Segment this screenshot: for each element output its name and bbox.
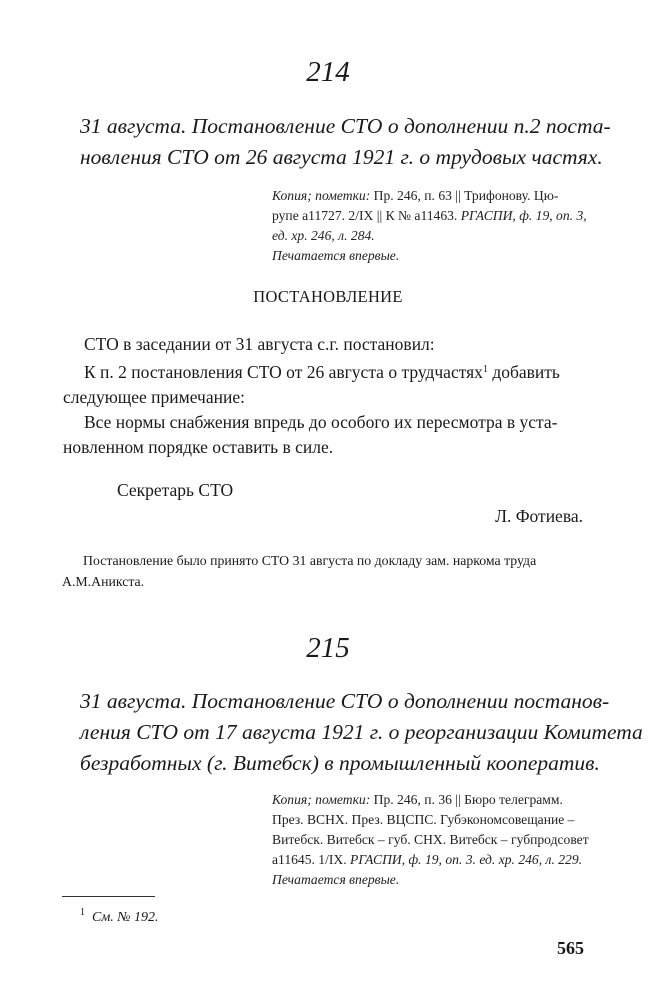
document-title-215 [80,686,643,779]
archive-text: a11645. 1/IX. [272,852,347,867]
archive-text: Пр. 246, п. 63 || Трифонову. Цю- [370,188,559,203]
note-line: А.М.Аникста. [62,574,145,589]
archive-reference-214 [272,186,587,266]
body-paragraph [63,357,583,385]
title-line: 31 августа. Постановление СТО о дополнении п.2 поста- [80,114,611,138]
title-line: безработных (г. Витебск) в промышленный кооператив. [80,751,600,775]
signature-name: Л. Фотиева. [495,506,583,526]
resolution-heading: ПОСТАНОВЛЕНИЕ [253,287,403,306]
page-number: 565 [557,938,584,958]
archive-label: Копия; пометки: [272,792,371,807]
footnote-ref: 1 [482,364,488,375]
editorial-note-214 [62,550,592,592]
body-line: новленном порядке оставить в силе. [63,437,334,457]
archive-text: Витебск. Витебск – губ. СНХ. Витебск – губпродсовет [272,832,589,847]
archive-text: рупе a11727. 2/IX || К № a11463. [272,208,458,223]
archive-text: През. ВСНХ. През. ВЦСПС. Губэкономсовещание – [272,812,575,827]
body-paragraph: Все нормы снабжения впредь до особого их пересмотра в уста- [84,412,558,432]
printed-first-note: Печатается впервые. [272,248,400,263]
title-line: новления СТО от 26 августа 1921 г. о трудовых частях. [80,145,603,169]
title-line: 31 августа. Постановление СТО о дополнении постанов- [80,689,610,713]
footnote-marker: 1 [80,907,85,918]
archive-source: РГАСПИ, ф. 19, оп. 3. ед. хр. 246, л. 229. [346,852,583,867]
footnote-text: См. № 192. [92,910,159,925]
body-paragraph: СТО в заседании от 31 августа с.г. постановил: [84,334,435,354]
footnote [80,907,158,926]
resolution-body [63,332,583,460]
signature-role: Секретарь СТО [117,480,234,500]
archive-source: ед. хр. 246, л. 284. [272,228,375,243]
title-line: ления СТО от 17 августа 1921 г. о реорганизации Комитета [80,720,643,744]
document-title-214 [80,111,611,173]
body-text: добавить [487,362,560,382]
document-number-215: 215 [306,632,350,664]
archive-reference-215 [272,790,589,890]
body-text: К п. 2 постановления СТО от 26 августа о трудчастях [84,362,483,382]
printed-first-note: Печатается впервые. [272,872,400,887]
document-number-214: 214 [306,56,350,88]
archive-text: Пр. 246, п. 36 || Бюро телеграмм. [370,792,563,807]
archive-source: РГАСПИ, ф. 19, оп. 3, [457,208,587,223]
footnote-divider [62,896,155,897]
note-line: Постановление было принято СТО 31 августа по докладу зам. наркома труда [83,553,537,568]
archive-label: Копия; пометки: [272,188,371,203]
body-line: следующее примечание: [63,387,245,407]
